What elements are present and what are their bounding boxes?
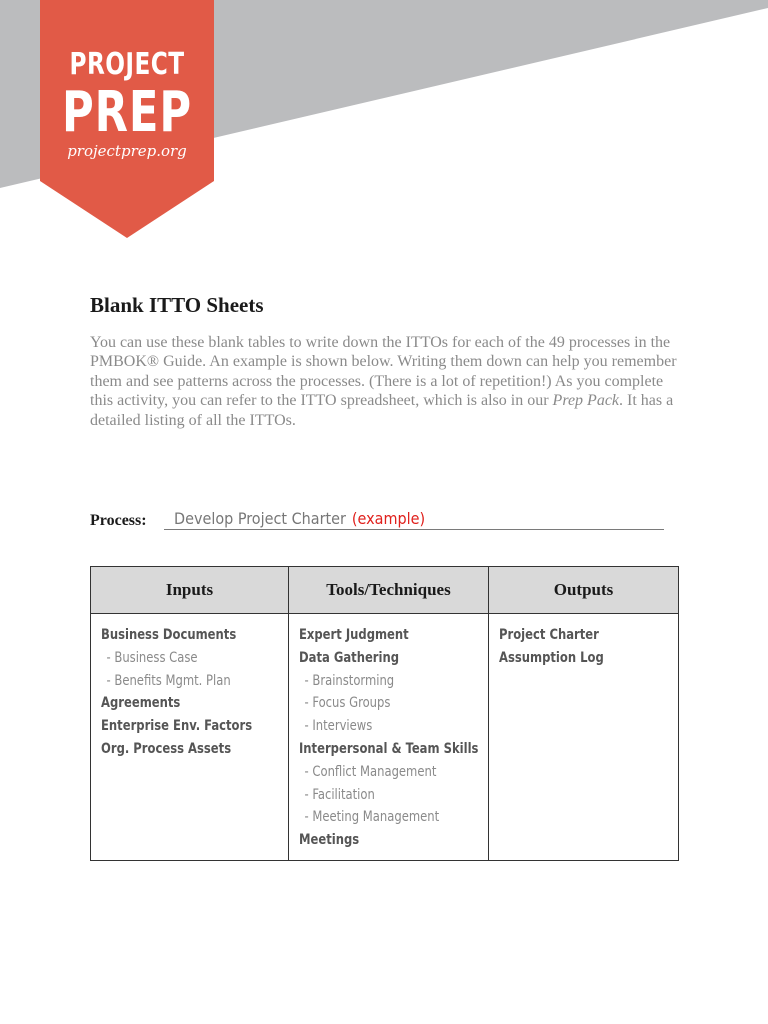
list-item: Agreements xyxy=(101,695,181,712)
page-title: Blank ITTO Sheets xyxy=(90,293,264,317)
list-item: Project Charter xyxy=(499,627,599,643)
list-item: Business Documents xyxy=(101,627,237,643)
itto-table xyxy=(90,566,679,861)
list-item: Interpersonal & Team Skills xyxy=(299,740,479,757)
list-item: Org. Process Assets xyxy=(101,740,232,757)
list-item: Data Gathering xyxy=(299,649,400,666)
outputs-list xyxy=(499,624,678,670)
list-item: Assumption Log xyxy=(499,649,604,666)
inputs-cell xyxy=(91,614,289,861)
header-inputs: Inputs xyxy=(91,567,289,614)
process-label: Process: xyxy=(90,512,147,529)
process-name: Develop Project Charter xyxy=(174,509,346,528)
list-item: - Conflict Management xyxy=(304,763,437,780)
list-item: - Interviews xyxy=(304,718,373,735)
tools-list xyxy=(299,624,488,852)
process-value xyxy=(174,509,425,528)
header-tools: Tools/Techniques xyxy=(289,567,489,614)
intro-prep-pack: Prep Pack xyxy=(552,392,620,410)
intro-text-end: . It has a detailed listing of all the ITTOs. xyxy=(90,392,674,429)
itto-body-row xyxy=(91,614,679,861)
logo-line-prep: PREP xyxy=(62,80,192,145)
intro-paragraph xyxy=(90,333,690,430)
logo-line-project: PROJECT xyxy=(69,47,185,82)
header-outputs: Outputs xyxy=(489,567,679,614)
process-example-tag: (example) xyxy=(351,509,426,528)
list-item: Enterprise Env. Factors xyxy=(101,718,253,735)
list-item: Meetings xyxy=(299,832,360,849)
itto-header-row xyxy=(91,567,679,614)
intro-text: You can use these blank tables to write down the ITTOs for each of the 49 processes in the PMBOK® Guide. An example is shown below. Writing them down can help you remember them and see patterns across the processes. (There is a lot of repetition!) As you complete this activity, you can refer to the ITTO spreadsheet, which is also in our xyxy=(90,334,677,410)
list-item: - Business Case xyxy=(106,649,198,666)
process-field xyxy=(90,509,670,533)
list-item: - Brainstorming xyxy=(304,672,395,689)
list-item: Expert Judgment xyxy=(299,627,409,643)
list-item: - Focus Groups xyxy=(304,695,391,712)
tools-cell xyxy=(289,614,489,861)
inputs-list xyxy=(101,624,288,761)
process-underline xyxy=(164,529,664,530)
list-item: - Benefits Mgmt. Plan xyxy=(106,672,231,689)
list-item: - Meeting Management xyxy=(304,809,440,826)
list-item: - Facilitation xyxy=(304,786,375,803)
logo-url: projectprep.org xyxy=(67,142,187,160)
outputs-cell xyxy=(489,614,679,861)
